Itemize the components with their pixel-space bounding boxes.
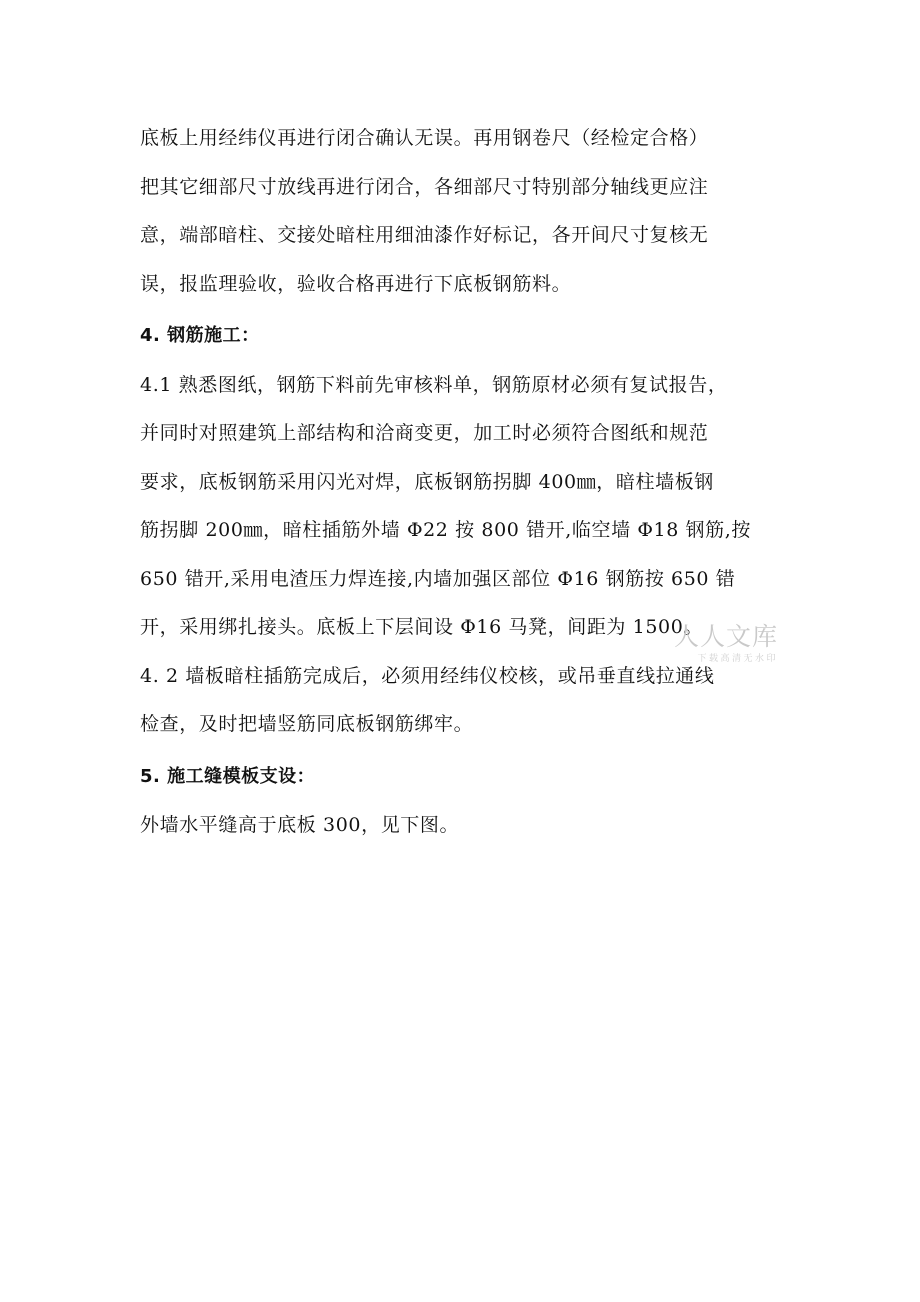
paragraph-4-1: 4.1 熟悉图纸，钢筋下料前先审核料单，钢筋原材必须有复试报告， 并同时对照建筑上部结构和洽商变更，加工时必须符合图纸和规范 要求，底板钢筋采用闪光对焊，底板钢筋拐脚 400㎜，暗柱墙板钢 筋拐脚 200㎜，暗柱插筋外墙 Φ22 按 800 错开,临空墙 Φ18 钢筋,按 650 错开,采用电渣压力焊连接,内墙加强区部位 Φ16 钢筋按 650 错 开，采用绑扎接头。底板上下层间设 Φ16 马凳，间距为 1500。 bbox=[140, 373, 751, 638]
watermark-title: 人人文库 bbox=[673, 622, 778, 651]
document-body bbox=[140, 114, 780, 850]
watermark-subtitle: 下载高清无水印 bbox=[697, 654, 778, 664]
heading-rebar-construction: 4. 钢筋施工： bbox=[140, 325, 260, 346]
heading-construction-joint-formwork: 5. 施工缝模板支设： bbox=[140, 765, 316, 787]
paragraph-foundation-check: 底板上用经纬仪再进行闭合确认无误。再用钢卷尺（经检定合格） 把其它细部尺寸放线再进行闭合，各细部尺寸特别部分轴线更应注 意，端部暗柱、交接处暗柱用细油漆作好标记，各开间尺寸复核无 误，报监理验收，验收合格再进行下底板钢筋料。 bbox=[140, 127, 709, 295]
paragraph-5: 外墙水平缝高于底板 300，见下图。 bbox=[140, 814, 460, 836]
paragraph-4-2: 4. 2 墙板暗柱插筋完成后，必须用经纬仪校核，或吊垂直线拉通线 检查，及时把墙竖筋同底板钢筋绑牢。 bbox=[140, 664, 715, 735]
